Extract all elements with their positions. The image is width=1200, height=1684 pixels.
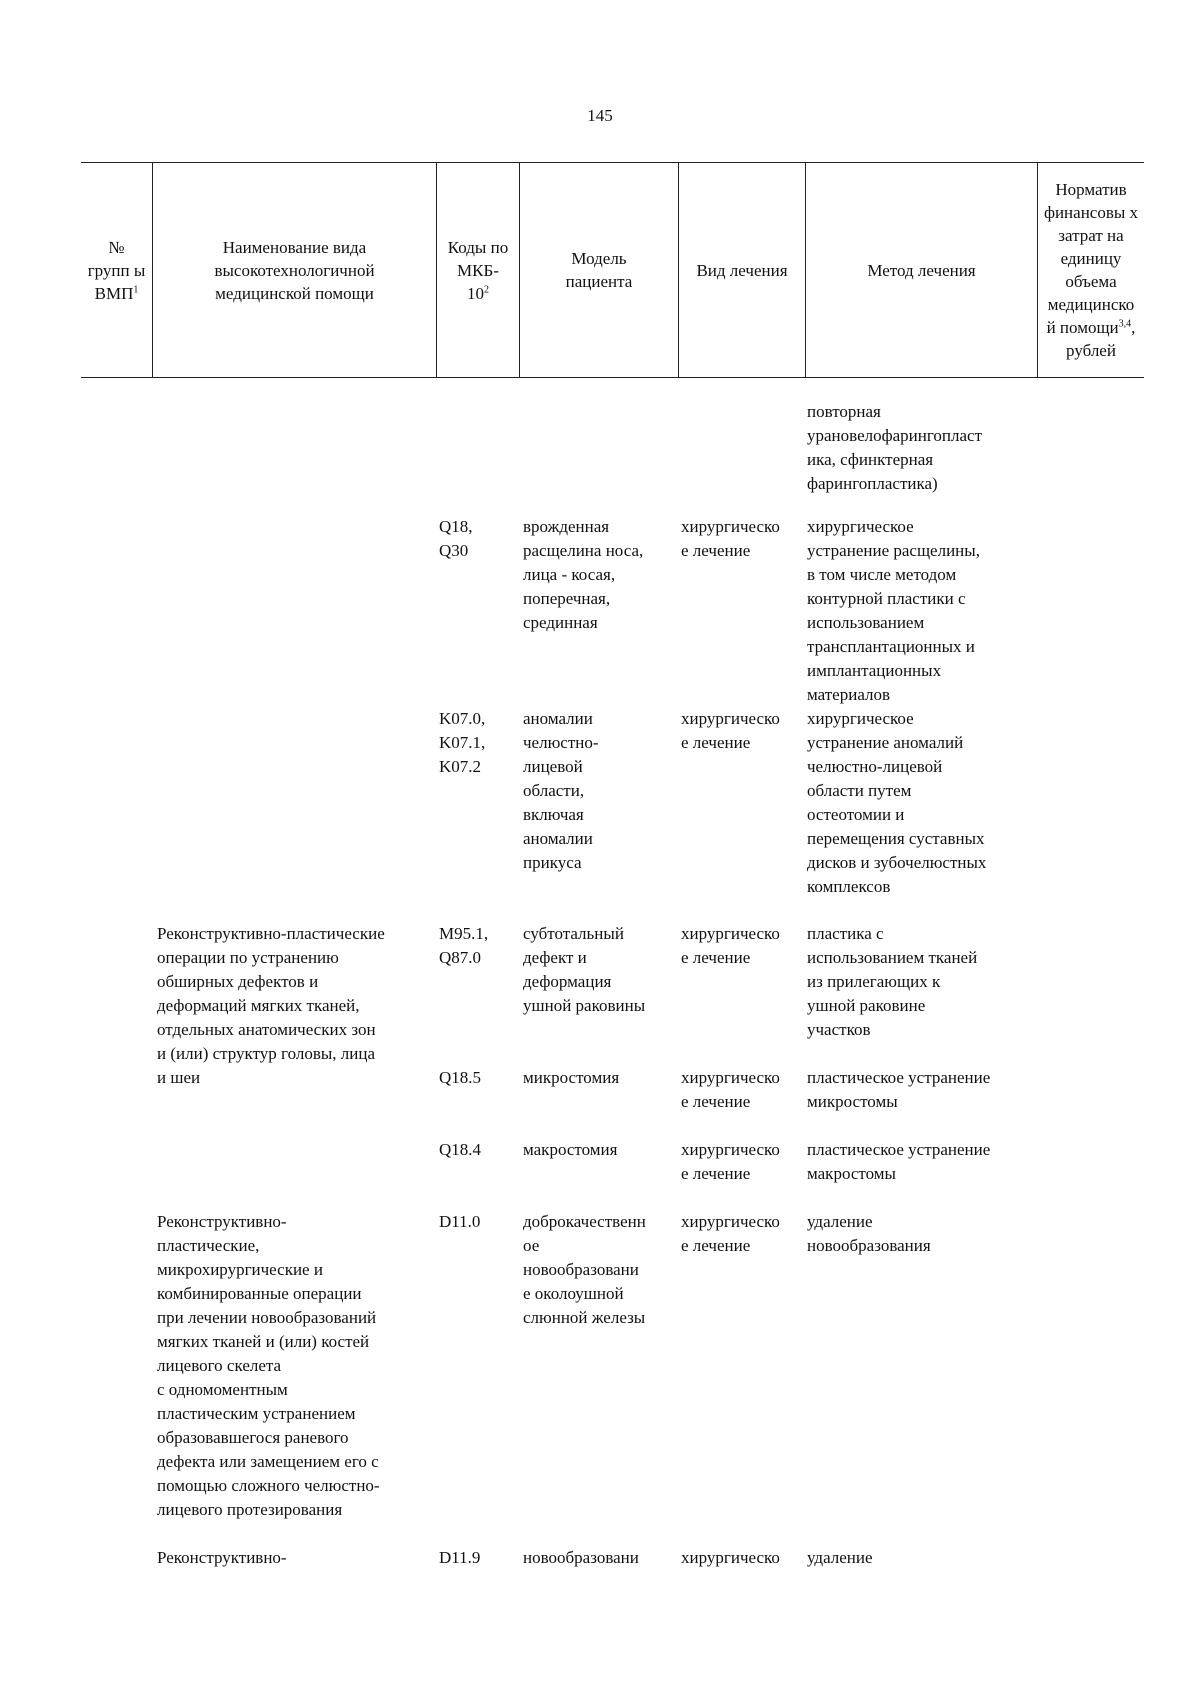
row-method: хирургическое устранение аномалий челюстно-лицевой области путем остеотомии и перемещения суставных дисков и зубочелюстных комплексов (807, 709, 987, 896)
row-codes: D11.0 (439, 1212, 481, 1231)
header-codes-sup: 2 (484, 283, 489, 295)
row-name: Реконструктивно- пластические, микрохирургические и комбинированные операции при лечении новообразований мягких тканей и (или) костей лицевого скелета с одномоментным пластическим устранением образовавшегося раневого дефекта или замещением его с помощью сложного челюстно- лицевого протезирования (157, 1212, 380, 1519)
row-type: хирургическо (681, 1548, 780, 1567)
row-type: хирургическо е лечение (681, 924, 780, 967)
header-name (153, 163, 436, 377)
row-method: хирургическое устранение расщелины, в том числе методом контурной пластики с использованием трансплантационных и имплантационных материалов (807, 517, 980, 704)
row-type: хирургическо е лечение (681, 709, 780, 752)
header-norm-sup: 3,4 (1118, 318, 1132, 330)
row-codes: K07.0, K07.1, K07.2 (439, 709, 486, 776)
row-name: Реконструктивно- (157, 1548, 287, 1567)
header-treatment-type-text: Вид лечения (696, 260, 788, 280)
row-codes: Q18, Q30 (439, 517, 473, 560)
header-group-no-sup: 1 (133, 283, 139, 295)
header-treatment-method-text: Метод лечения (867, 260, 976, 280)
row-type: хирургическо е лечение (681, 517, 780, 560)
header-group-no (81, 163, 152, 377)
row-method: удаление (807, 1548, 873, 1567)
header-norm-suffix: , рублей (1066, 318, 1136, 360)
header-treatment-type (679, 163, 805, 377)
header-name-text: Наименование вида высокотехнологичной медицинской помощи (214, 237, 375, 303)
row-name: Реконструктивно-пластические операции по устранению обширных дефектов и деформаций мягких тканей, отдельных анатомических зон и (или) структур головы, лица и шеи (157, 924, 385, 1087)
row-model: субтотальный дефект и деформация ушной раковины (523, 924, 646, 1015)
header-model (520, 163, 678, 377)
row-method: пластическое устранение микростомы (807, 1068, 991, 1111)
row-method: пластика с использованием тканей из прилегающих к ушной раковине участков (807, 924, 978, 1039)
row-type: хирургическо е лечение (681, 1140, 780, 1183)
row-model: макростомия (523, 1140, 618, 1159)
header-norm (1038, 163, 1144, 377)
row-codes: D11.9 (439, 1548, 481, 1567)
header-codes (437, 163, 519, 377)
row-type: хирургическо е лечение (681, 1068, 780, 1111)
row-codes: Q18.4 (439, 1140, 482, 1159)
row-codes: M95.1, Q87.0 (439, 924, 489, 967)
header-codes-line1: Коды по МКБ- (447, 237, 509, 280)
row-model: врожденная расщелина носа, лица - косая, поперечная, срединная (523, 517, 644, 632)
row-method: пластическое устранение макростомы (807, 1140, 991, 1183)
page-number: 145 (587, 106, 613, 125)
row-method: удаление новообразования (807, 1212, 931, 1255)
header-group-no-text: № групп ы ВМП (87, 237, 146, 303)
row-model: аномалии челюстно- лицевой области, включая аномалии прикуса (523, 709, 599, 872)
row-codes: Q18.5 (439, 1068, 482, 1087)
row-method: повторная урановелофарингопласт ика, сфинктерная фарингопластика) (807, 402, 983, 493)
row-model: доброкачественн ое новообразовани е околоушной слюнной железы (523, 1212, 646, 1327)
row-model: микростомия (523, 1068, 620, 1087)
header-model-text: Модель пациента (565, 249, 633, 291)
row-type: хирургическо е лечение (681, 1212, 780, 1255)
header-norm-text: Норматив финансовы х затрат на единицу объема медицинско й помощи (1043, 180, 1139, 337)
table-header (81, 162, 1144, 378)
header-codes-line2: 10 (467, 283, 484, 303)
header-treatment-method (806, 163, 1037, 377)
row-model: новообразовани (523, 1548, 639, 1567)
